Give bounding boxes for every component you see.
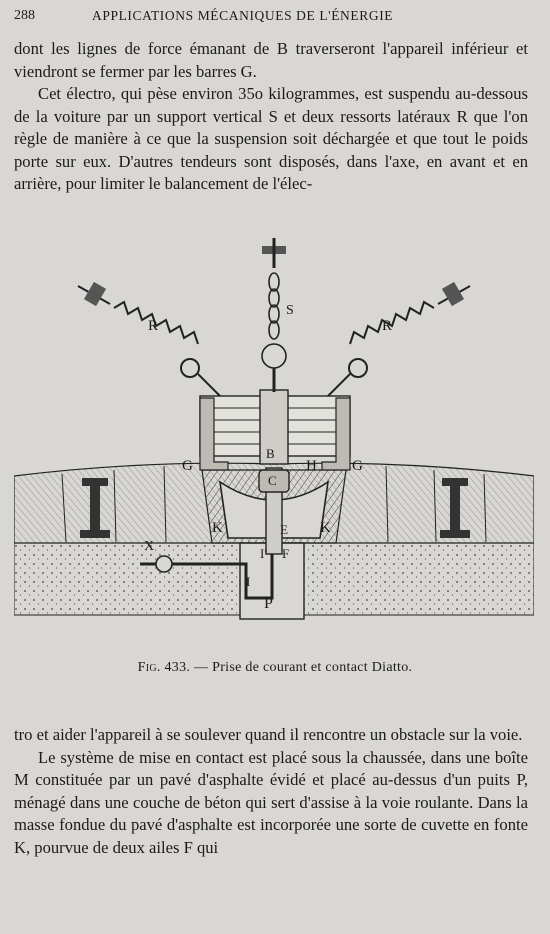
- label-G-right: G: [352, 458, 363, 474]
- page-header: [14, 8, 534, 30]
- page-number: 288: [14, 8, 35, 23]
- paragraph: dont les lignes de force émanant de B traverseront l'appareil inférieur et viendront se fermer par les barres G.: [14, 39, 528, 81]
- label-B: B: [266, 446, 275, 461]
- paragraph: Cet électro, qui pèse environ 35o kilogrammes, est suspendu au-dessous de la voiture par un support vertical S et deux ressorts latéraux R que l'on règle de manière à ce que la suspension soit déchargée et que tout le poids porte sur eux. D'autres tendeurs sont disposés, dans l'axe, en avant et en arrière, pour limiter le balancement de l'élec-: [14, 84, 528, 193]
- label-R-right: R: [382, 318, 393, 334]
- label-I-prime: I': [260, 546, 267, 561]
- label-H: H: [306, 458, 317, 474]
- label-G-left: G: [182, 458, 193, 474]
- figure-caption: [0, 660, 550, 676]
- label-P: P: [264, 595, 273, 612]
- label-C: C: [268, 473, 277, 488]
- label-R-left: R: [148, 318, 159, 334]
- label-X: X: [144, 539, 155, 554]
- label-I: I: [246, 574, 251, 589]
- label-F: F: [282, 546, 290, 561]
- paragraph: tro et aider l'appareil à se soulever quand il rencontre un obstacle sur la voie.: [14, 725, 523, 744]
- body-text-top: [14, 38, 528, 196]
- figure-433-engraving: [14, 238, 534, 648]
- label-S: S: [286, 303, 294, 318]
- caption-text: — Prise de courant et contact Diatto.: [194, 660, 413, 675]
- label-K-left: K: [212, 520, 223, 536]
- body-text-bottom: [14, 724, 528, 859]
- label-K-right: K: [320, 520, 331, 536]
- running-title: APPLICATIONS MÉCANIQUES DE L'ÉNERGIE: [92, 8, 394, 23]
- caption-prefix: Fig. 433.: [137, 660, 191, 675]
- label-E: E: [280, 522, 288, 537]
- paragraph: Le système de mise en contact est placé sous la chaussée, dans une boîte M constituée par un pavé d'asphalte évidé et placé au-dessus d'un puits P, ménagé dans une couche de béton qui sert d'assise à la voie roulante. Dans la masse fondue du pavé d'asphalte est incorporée une sorte de cuvette en fonte K, pourvue de deux ailes F qui: [14, 747, 528, 857]
